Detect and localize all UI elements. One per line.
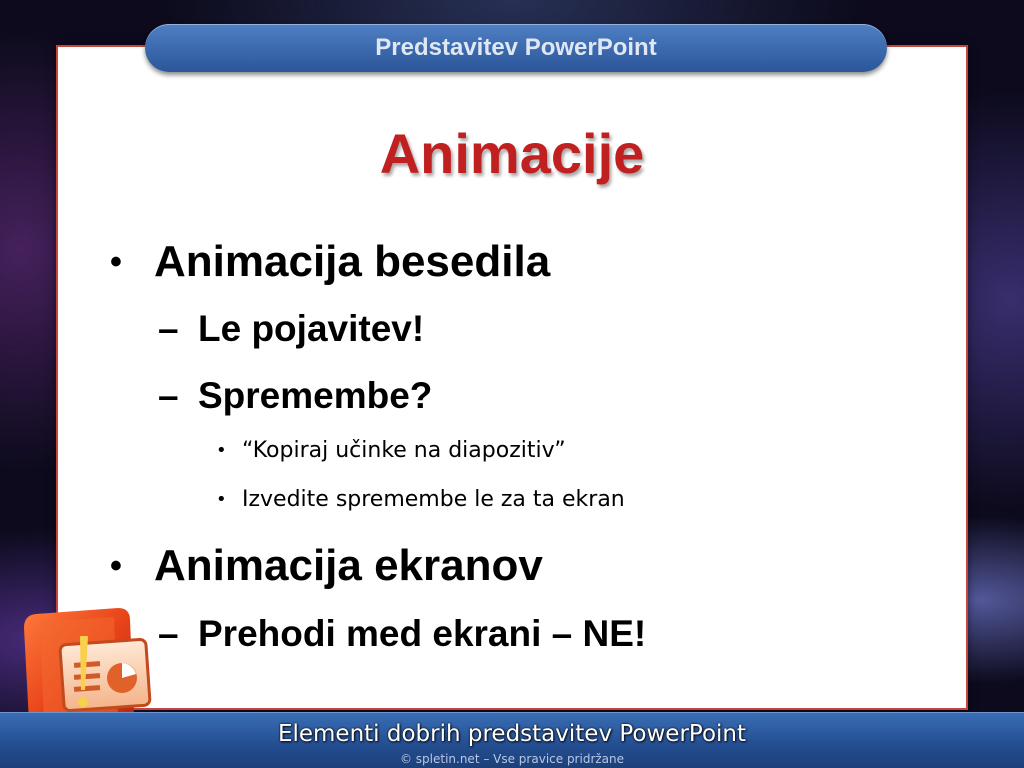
bullet-text: “Kopiraj učinke na diapozitiv” xyxy=(242,438,566,463)
sub-bullet-item xyxy=(158,307,425,351)
bullet-text: Spremembe? xyxy=(198,375,433,416)
bullet-item xyxy=(110,236,551,288)
dash-mark: – xyxy=(158,613,179,654)
sub-sub-bullet-item xyxy=(216,485,625,515)
footer-title: Elementi dobrih predstavitev PowerPoint xyxy=(277,721,747,747)
sub-sub-bullet-item xyxy=(216,436,566,466)
bullet-mark: • xyxy=(110,547,122,585)
bullet-text: Animacija ekranov xyxy=(154,541,543,590)
bullet-item xyxy=(110,540,543,592)
bullet-text: Animacija besedila xyxy=(154,237,551,286)
sub-bullet-item xyxy=(158,374,433,418)
dash-mark: – xyxy=(158,375,179,416)
slide-title: Animacije xyxy=(379,122,645,185)
sub-bullet-item xyxy=(158,612,647,656)
bullet-text: Le pojavitev! xyxy=(198,308,425,349)
bullet-text: Izvedite spremembe le za ta ekran xyxy=(242,487,625,512)
bullet-mark: • xyxy=(216,440,227,461)
dash-mark: – xyxy=(158,308,179,349)
bullet-text: Prehodi med ekrani – NE! xyxy=(198,613,647,654)
footer-copyright: © spletin.net – Vse pravice pridržane xyxy=(399,752,625,766)
bullet-mark: • xyxy=(216,489,227,510)
header-label: Predstavitev PowerPoint xyxy=(375,34,657,61)
bullet-mark: • xyxy=(110,243,122,281)
